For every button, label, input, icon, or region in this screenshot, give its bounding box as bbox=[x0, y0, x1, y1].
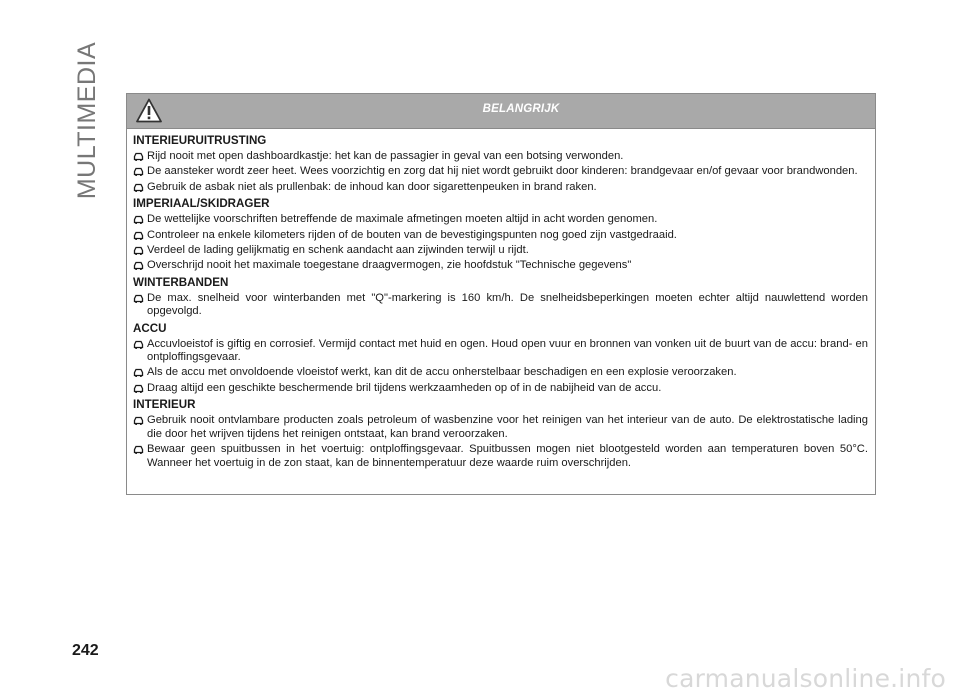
list-item bbox=[133, 338, 868, 365]
section-heading: INTERIEUR bbox=[133, 398, 196, 412]
car-bullet-icon bbox=[133, 384, 144, 393]
list-item-text: Accuvloeistof is giftig en corrosief. Vermijd contact met huid en ogen. Houd open vuur en bronnen van vonken uit de buurt van de accu: brand- en ontploffingsgevaar. bbox=[147, 337, 868, 364]
section-heading: IMPERIAAL/SKIDRAGER bbox=[133, 197, 270, 211]
list-item-text: Overschrijd nooit het maximale toegestane draagvermogen, zie hoofdstuk "Technische gegevens" bbox=[147, 259, 632, 272]
list-item-text: Verdeel de lading gelijkmatig en schenk aandacht aan zijwinden terwijl u rijdt. bbox=[147, 244, 529, 257]
section-side-title bbox=[70, 41, 106, 199]
list-item-text: Bewaar geen spuitbussen in het voertuig: ontploffingsgevaar. Spuitbussen mogen niet blootgesteld worden aan temperaturen boven 50°C. Wanneer het voertuig in de zon staat, kan de binnentemperatuur deze waarde ruim overschrijden. bbox=[147, 443, 868, 469]
warning-content bbox=[127, 129, 875, 470]
warning-triangle-icon bbox=[135, 97, 163, 125]
section-heading: INTERIEURUITRUSTING bbox=[133, 134, 267, 147]
car-bullet-icon bbox=[133, 231, 144, 240]
list-item-text: Gebruik de asbak niet als prullenbak: de inhoud kan door sigarettenpeuken in brand raken. bbox=[147, 180, 597, 193]
car-bullet-icon bbox=[133, 340, 144, 349]
car-bullet-icon bbox=[133, 215, 144, 224]
list-item bbox=[133, 165, 868, 178]
list-item-text: De max. snelheid voor winterbanden met "Q"-markering is 160 km/h. De snelheidsbeperkingen moeten echter altijd nauwlettend worden opgevolgd. bbox=[147, 291, 868, 318]
car-bullet-icon bbox=[133, 152, 144, 161]
car-bullet-icon bbox=[133, 261, 144, 270]
list-item-text: Als de accu met onvoldoende vloeistof werkt, kan dit de accu onherstelbaar beschadigen en een explosie veroorzaken. bbox=[147, 366, 737, 379]
list-item-text: Controleer na enkele kilometers rijden of de bouten van de bevestigingspunten nog goed zijn vastgedraaid. bbox=[147, 228, 677, 241]
list-item bbox=[133, 229, 868, 242]
list-item bbox=[133, 150, 868, 163]
list-item bbox=[133, 366, 868, 379]
list-item-text: Rijd nooit met open dashboardkastje: het kan de passagier in geval van een botsing verwonden. bbox=[147, 150, 624, 162]
list-item bbox=[133, 213, 868, 226]
list-item bbox=[133, 244, 868, 257]
list-item bbox=[133, 414, 868, 441]
car-bullet-icon bbox=[133, 294, 144, 303]
list-item-text: De wettelijke voorschriften betreffende de maximale afmetingen moeten altijd in acht worden genomen. bbox=[147, 213, 658, 226]
car-bullet-icon bbox=[133, 368, 144, 377]
side-title-text: MULTIMEDIA bbox=[73, 41, 102, 199]
watermark: carmanualsonline.info bbox=[665, 664, 946, 693]
car-bullet-icon bbox=[133, 183, 144, 192]
section-heading: ACCU bbox=[133, 321, 167, 335]
warning-box-header bbox=[127, 94, 875, 129]
page-number: 242 bbox=[72, 642, 99, 659]
list-item bbox=[133, 259, 868, 272]
list-item bbox=[133, 292, 868, 319]
list-item-text: Draag altijd een geschikte beschermende bril tijdens werkzaamheden op of in de nabijheid van de accu. bbox=[147, 381, 662, 394]
car-bullet-icon bbox=[133, 246, 144, 255]
section-heading: WINTERBANDEN bbox=[133, 275, 229, 289]
car-bullet-icon bbox=[133, 167, 144, 176]
list-item-text: Gebruik nooit ontvlambare producten zoals petroleum of wasbenzine voor het reinigen van het interieur van de auto. De elektrostatische lading die door het wrijven tijdens het reinigen ontstaat, kan brand veroorzaken. bbox=[147, 414, 868, 440]
car-bullet-icon bbox=[133, 445, 144, 454]
list-item bbox=[133, 382, 868, 395]
list-item bbox=[133, 443, 868, 470]
list-item bbox=[133, 181, 868, 194]
warning-title: BELANGRIJK bbox=[482, 103, 560, 115]
warning-box bbox=[126, 93, 876, 495]
car-bullet-icon bbox=[133, 416, 144, 425]
list-item-text: De aansteker wordt zeer heet. Wees voorzichtig en zorg dat hij niet wordt gebruikt door kinderen: brandgevaar en/of gevaar voor brandwonden. bbox=[147, 165, 858, 178]
